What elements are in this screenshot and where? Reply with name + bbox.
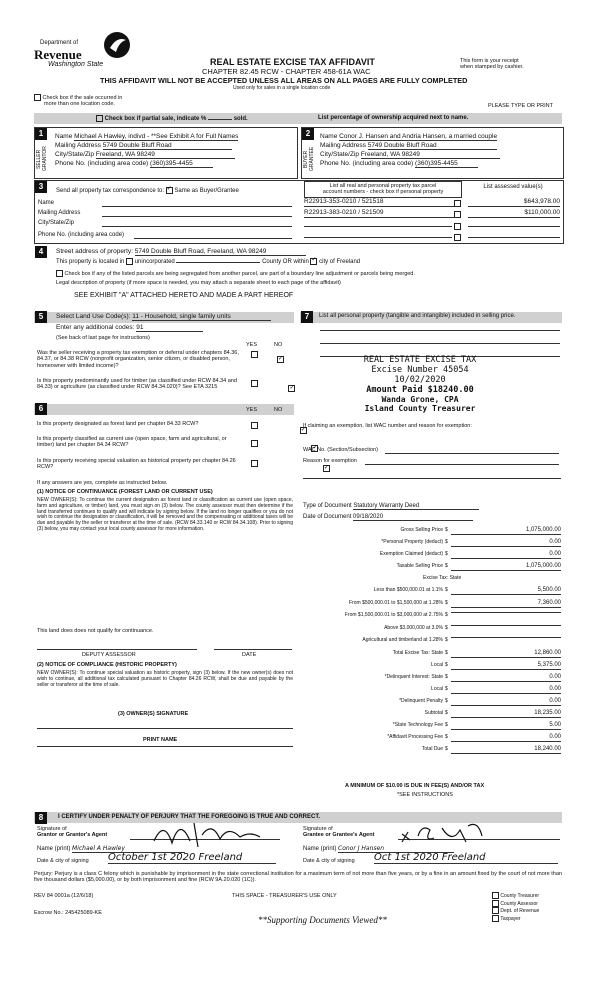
buyer-address[interactable]: 5749 Double Bluff Road <box>368 142 497 150</box>
tax-row-label: From $1,500,000.01 to $3,000,000 at 2.75% <box>344 612 443 618</box>
seller-name-label: Name <box>55 133 73 140</box>
section-4-number: 4 <box>35 246 47 258</box>
reason-label: Reason for exemption <box>303 458 357 464</box>
grantor-signature-label <box>37 826 107 839</box>
reason-field[interactable] <box>365 464 559 465</box>
located-row <box>56 258 556 266</box>
dept-label: Department of <box>40 40 79 46</box>
seller-address[interactable]: 5749 Double Bluff Road <box>103 142 232 150</box>
treasurer-stamp <box>340 355 500 413</box>
buyer-city[interactable]: Freeland, WA 98249 <box>361 151 500 159</box>
tax-row-value[interactable]: 18,235.00 <box>451 710 561 718</box>
assessor-date-line[interactable] <box>214 649 292 650</box>
copy-taxpayer-checkbox[interactable] <box>492 915 499 922</box>
stamp-line-2: Excise Number 45054 <box>371 365 469 375</box>
city-checkbox[interactable] <box>310 258 317 265</box>
segregated-label: Check box if any of the listed parcels are being segregated from another parcel, are part of a boundary line adjustment or parcels being merged. <box>64 270 415 277</box>
buyer-address-row <box>320 142 497 150</box>
tax-row-value[interactable]: 0.00 <box>451 539 561 547</box>
tax-row-label: Less than $500,000.01 at 1.1% <box>373 587 443 593</box>
parcel-number-1[interactable]: R22913-353-0210 / 521518 <box>304 198 454 207</box>
tax-row-value[interactable] <box>451 612 561 613</box>
grantee-signature-label <box>303 826 374 839</box>
unincorporated-label: unincorporated <box>134 259 175 266</box>
parcel-header-line2: account numbers - check box if personal property <box>322 189 444 196</box>
seller-phone[interactable]: (360)395-4455 <box>150 160 213 168</box>
certify-statement: I CERTIFY UNDER PENALTY OF PERJURY THAT THE FOREGOING IS TRUE AND CORRECT. <box>58 814 321 820</box>
tax-row <box>303 734 561 743</box>
tax-row <box>303 612 561 621</box>
s6-q3-no-checkbox[interactable] <box>323 465 330 472</box>
tax-row-label: From $500,000.01 to $1,500,000 at 1.28% <box>349 600 443 606</box>
s3-name-row <box>38 200 296 207</box>
treasurer-use-label: THIS SPACE - TREASURER'S USE ONLY <box>232 893 337 899</box>
tax-row-value[interactable] <box>451 625 561 626</box>
section-8-number: 8 <box>35 812 47 824</box>
legal-description-label: Legal description of property (if more space is needed, you may attach a separate sheet to each page of the affidavit) <box>56 280 341 286</box>
parcel-value-1[interactable]: $643,978.00 <box>468 198 560 207</box>
s5-q1-yes-checkbox[interactable] <box>251 351 258 358</box>
deputy-assessor-label: DEPUTY ASSESSOR <box>82 652 136 658</box>
tax-row-currency: $ <box>445 734 448 740</box>
section-5-number: 5 <box>35 311 47 323</box>
tax-row <box>303 674 561 683</box>
grantor-name-label: Name (print) <box>37 846 71 852</box>
tax-row-currency: $ <box>445 746 448 752</box>
parcel-personal-1-checkbox[interactable] <box>454 200 461 207</box>
dept-name: Revenue <box>34 47 82 62</box>
partial-sale-pct[interactable] <box>208 119 232 120</box>
print-name-label: PRINT NAME <box>143 737 178 743</box>
tax-row-currency: $ <box>445 722 448 728</box>
wac-field[interactable] <box>385 453 559 454</box>
notice-1-title: (1) NOTICE OF CONTINUANCE (FOREST LAND OR CURRENT USE) <box>37 489 213 495</box>
tax-row <box>303 686 561 695</box>
tax-row-currency: $ <box>445 527 448 533</box>
tax-row-label: Total Excise Tax: State <box>392 650 443 656</box>
s3-address-label: Mailing Address <box>38 210 81 216</box>
tax-row-label: Subtotal <box>424 710 443 716</box>
reason-field-2[interactable] <box>303 478 561 479</box>
tax-row-currency: $ <box>445 650 448 656</box>
doc-date[interactable]: 09/18/2020 <box>353 514 473 521</box>
county-or-label: County OR within <box>262 259 309 266</box>
tax-row-value[interactable]: 7,360.00 <box>451 600 561 608</box>
copy-county-treasurer-checkbox[interactable] <box>492 892 499 899</box>
excise-tax-state-label: Excise Tax: State <box>423 575 462 581</box>
tax-row-currency: $ <box>445 674 448 680</box>
tax-row-label: Agricultural and timberland at 1.28% <box>362 637 443 643</box>
s3-city-label: City/State/Zip <box>38 220 75 226</box>
seller-city[interactable]: Freeland, WA 98249 <box>96 151 235 159</box>
receipt-note-line1: This form is your receipt <box>460 58 519 64</box>
dor-logo <box>30 30 130 72</box>
tax-row-currency: $ <box>445 612 448 618</box>
see-instructions: *SEE INSTRUCTIONS <box>397 792 453 798</box>
notice-1-body: NEW OWNER(S): To continue the current designation as forest land or classification as current use (open space, farm and agriculture, or timber) land, you must sign on (3) below. The county assessor must then determine if the land transferred continues to qualify and will indicate by signing below. If the land no longer qualifies or you do not wish to continue the designation or classification, it will be removed and the compensating or additional taxes will be due and payable by the seller or transferor at the time of sale. (RCW 84.33.140 or RCW 84.34.108). Prior to signing (3) below, you may contact your local county assessor for more information. <box>37 497 293 532</box>
multi-location-checkbox[interactable] <box>34 94 41 101</box>
s3-city-field[interactable] <box>102 226 292 227</box>
s5-q1-no-checkbox[interactable] <box>277 356 284 363</box>
seller-phone-row <box>55 160 213 168</box>
seller-city-label: City/State/Zip <box>55 151 95 158</box>
additional-codes[interactable]: 91 <box>136 324 203 332</box>
additional-codes-label: Enter any additional codes: <box>56 324 135 331</box>
city-of-label: city of Freeland <box>319 259 361 266</box>
parcel-header-line1: List all real and personal property tax parcel <box>329 183 437 189</box>
tax-row-label: Local <box>431 686 443 692</box>
tax-row-label: *Personal Property (deduct) <box>381 539 443 545</box>
tax-row-value[interactable]: 5.00 <box>451 722 561 730</box>
single-location-note: Used only for sales in a single location code <box>233 85 331 91</box>
tax-row-currency: $ <box>445 600 448 606</box>
assessor-date-label: DATE <box>242 652 257 658</box>
tax-row <box>303 600 561 609</box>
perjury-notice: Perjury: Perjury is a class C felony which is punishable by imprisonment in the state correctional institution for a maximum term of not more than five years, or by a fine in an amount fixed by the court of not more than five thousand dollars ($5,000.00), or by both imprisonment and fine (RCW 9A.20.020 (1C)). <box>34 871 562 884</box>
tax-row-label: Taxable Selling Price <box>396 563 443 569</box>
grantor-signature-label-line2: Grantor or Grantor's Agent <box>37 832 108 839</box>
tax-row <box>303 746 561 755</box>
parcel-personal-4-checkbox[interactable] <box>454 234 461 241</box>
stamp-line-5: Wanda Grone, CPA <box>381 395 459 404</box>
grantor-signature <box>150 815 270 849</box>
same-as-buyer-label: Same as Buyer/Grantee <box>174 188 239 195</box>
stamp-line-3: 10/02/2020 <box>394 375 446 385</box>
grantor-name[interactable]: Michael A Hawley <box>72 845 185 853</box>
tax-row <box>303 587 561 596</box>
s6-question-3: Is this property receiving special valuation as historical property per chapter 84.26 RCW? <box>37 458 236 471</box>
s5-question-2: Is this property predominantly used for timber (as classified under RCW 84.34 and 84.33) or agriculture (as classified under RCW 84.34.020)? See ETA 3215 <box>37 378 237 391</box>
parcel-personal-3-checkbox[interactable] <box>454 223 461 230</box>
copy-dept-revenue <box>492 907 539 915</box>
copy-county-assessor-label: County Assessor <box>500 900 538 907</box>
tax-row-label: *Affidavit Processing Fee <box>387 734 443 740</box>
tax-row-currency: $ <box>445 625 448 631</box>
buyer-name-label: Name <box>320 133 338 140</box>
form-revision: REV 84 0001a (12/6/18) <box>34 893 94 899</box>
tax-row-currency: $ <box>445 710 448 716</box>
tax-row <box>303 722 561 731</box>
tax-row <box>303 625 561 634</box>
list-percentage-note: List percentage of ownership acquired next to name. <box>318 115 469 121</box>
copy-distribution <box>492 892 539 922</box>
same-as-buyer-checkbox[interactable] <box>166 187 173 194</box>
dor-logo-mark <box>102 30 132 60</box>
doc-type-row <box>303 503 479 510</box>
parcel-value-2[interactable]: $110,000.00 <box>468 209 560 218</box>
tax-row-value[interactable]: 0.00 <box>451 551 561 559</box>
wac-row <box>303 447 561 453</box>
tax-row <box>303 650 561 659</box>
escrow-number: Escrow No.: 245425089-KE <box>34 910 102 916</box>
copy-dept-revenue-checkbox[interactable] <box>492 907 499 914</box>
tax-row-value[interactable]: 1,075,000.00 <box>451 527 561 535</box>
s6-q3-yes-checkbox[interactable] <box>251 460 258 467</box>
parcel-value-4[interactable] <box>468 237 560 238</box>
parcel-header <box>304 181 462 198</box>
deputy-assessor-line[interactable] <box>37 649 197 650</box>
copy-county-assessor-checkbox[interactable] <box>492 900 499 907</box>
doc-type[interactable]: Statutory Warranty Deed <box>353 503 479 510</box>
seller-phone-label: Phone No. (including area code) <box>55 160 149 167</box>
s6-q1-yes-checkbox[interactable] <box>251 422 258 429</box>
s5-q2-yes-checkbox[interactable] <box>251 380 258 387</box>
personal-property-line-2[interactable] <box>320 343 560 344</box>
tax-row-currency: $ <box>445 637 448 643</box>
grantee-name-label: Name (print) <box>303 846 337 852</box>
grantee-date-label: Date & city of signing <box>303 858 355 864</box>
seller-address-row <box>55 142 232 150</box>
tax-row-label: *Delinquent Penalty <box>399 698 443 704</box>
tax-row-value[interactable]: 1,075,000.00 <box>451 563 561 571</box>
segregated-row <box>56 270 561 277</box>
s6-q2-yes-checkbox[interactable] <box>251 440 258 447</box>
parcel-value-3[interactable] <box>468 226 560 227</box>
tax-row <box>303 710 561 719</box>
exemption-label: If claiming an exemption, list WAC number and reason for exemption: <box>303 423 472 429</box>
s6-no-header: NO <box>274 407 283 413</box>
land-use-row <box>56 313 271 321</box>
copy-county-treasurer-label: County Treasurer <box>500 892 540 899</box>
dept-state: Washington State <box>48 61 104 68</box>
street-address[interactable]: 5749 Double Bluff Road, Freeland, WA 98249 <box>135 248 307 256</box>
form-title: REAL ESTATE EXCISE TAX AFFIDAVIT <box>210 57 375 67</box>
reason-row <box>303 458 561 464</box>
grantee-date-city[interactable]: Oct 1st 2020 Freeland <box>374 852 558 864</box>
buyer-address-label: Mailing Address <box>320 142 366 149</box>
tax-row-currency: $ <box>445 551 448 557</box>
stamp-line-1: REAL ESTATE EXCISE TAX <box>363 355 477 365</box>
parcel-personal-2-checkbox[interactable] <box>454 211 461 218</box>
seller-side-label: SELLER GRANTOR <box>36 146 48 172</box>
seller-name-row <box>55 133 293 141</box>
notice-2-title: (2) NOTICE OF COMPLIANCE (HISTORIC PROPERTY) <box>37 662 177 668</box>
tax-row-label: *State Technology Fee <box>392 722 443 728</box>
s5-no-header: NO <box>274 342 283 348</box>
section-3-number: 3 <box>35 181 47 193</box>
s3-name-field[interactable] <box>102 206 292 207</box>
tax-row <box>303 539 561 548</box>
street-label: Street address of property: <box>56 248 133 255</box>
grantor-date-city[interactable]: October 1st 2020 Freeland <box>108 852 276 864</box>
seller-address-label: Mailing Address <box>55 142 101 149</box>
personal-property-label: List all personal property (tangible and intangible) included in selling price. <box>319 313 516 319</box>
tax-row-value[interactable]: 12,860.00 <box>451 650 561 658</box>
supporting-documents-stamp: **Supporting Documents Viewed** <box>258 915 387 925</box>
s6-yes-header: YES <box>246 407 258 413</box>
unincorporated-checkbox[interactable] <box>126 258 133 265</box>
assessed-header: List assessed value(s) <box>483 184 543 190</box>
buyer-name-row <box>320 133 560 141</box>
partial-sale-label: Check box if partial sale, indicate % <box>104 116 207 123</box>
buyer-phone-label: Phone No. (including area code) <box>320 160 414 167</box>
send-correspondence-label: Send all property tax correspondence to: <box>56 188 165 195</box>
s3-city-row <box>38 220 296 227</box>
qualify-note: This land does does not qualify for continuance. <box>37 628 154 634</box>
if-yes-note: If any answers are yes, complete as instructed below. <box>37 480 168 486</box>
county-field[interactable] <box>176 262 260 263</box>
s3-address-field[interactable] <box>102 216 292 217</box>
parcel-number-4[interactable] <box>304 237 452 238</box>
seller-city-row <box>55 151 235 159</box>
s6-question-2: Is this property classified as current use (open space, farm and agricultural, or timber) land per chapter 84.34 RCW? <box>37 436 227 449</box>
section-1-number: 1 <box>35 128 47 140</box>
tax-row <box>303 563 561 572</box>
tax-row-label: Total Due <box>421 746 443 752</box>
notice-2-body: NEW OWNER(S): To continue special valuation as historic property, sign (3) below. If the new owner(s) does not wish to continue, all additional tax calculated pursuant to Chapter 84.26 RCW, shall be due and payable by the seller or transferor at the time of sale. <box>37 670 293 688</box>
tax-row <box>303 527 561 536</box>
copy-taxpayer <box>492 915 539 923</box>
land-use-label: Select Land Use Code(s): <box>56 313 131 320</box>
s5-question-1: Was the seller receiving a property tax exemption or deferral under chapters 84.36, 84.37, or 84.38 RCW (nonprofit organization, senior citizen, or disabled person, homeowner with limited income)? <box>37 350 239 369</box>
tax-row-currency: $ <box>445 686 448 692</box>
doc-type-label: Type of Document <box>303 503 352 509</box>
tax-row-value[interactable]: 0.00 <box>451 734 561 742</box>
multi-location <box>34 94 122 108</box>
tax-row-value[interactable]: 0.00 <box>451 686 561 694</box>
grantor-date-label: Date & city of signing <box>37 858 89 864</box>
land-use-code[interactable]: 11 - Household, single family units <box>132 313 271 321</box>
multi-location-label: Check box if the sale occurred in <box>42 94 123 101</box>
street-row <box>56 248 306 256</box>
buyer-city-label: City/State/Zip <box>320 151 360 158</box>
s3-phone-label: Phone No. (including area code) <box>38 232 125 238</box>
grantor-signature-label-line1: Signature of <box>37 826 67 832</box>
owner-signature-line[interactable] <box>37 728 293 729</box>
receipt-note <box>460 58 524 71</box>
tax-row-label: Gross Selling Price <box>400 527 443 533</box>
buyer-side-label: BUYER GRANTEE <box>303 146 315 172</box>
section-2-number: 2 <box>302 128 314 140</box>
tax-row-label: Exemption Claimed (deduct) <box>379 551 443 557</box>
s3-phone-row <box>38 232 296 239</box>
legal-description[interactable]: SEE EXHIBIT "A" ATTACHED HERETO AND MADE A PART HEREOF <box>74 292 294 299</box>
additional-codes-row <box>56 324 203 332</box>
doc-date-row <box>303 514 473 521</box>
form-chapter: CHAPTER 82.45 RCW - CHAPTER 458-61A WAC <box>202 67 371 76</box>
tax-row-currency: $ <box>445 563 448 569</box>
s5-q2-no-checkbox[interactable] <box>288 385 295 392</box>
tax-row <box>303 662 561 671</box>
grantee-signature <box>398 818 498 846</box>
buyer-name[interactable]: Conor J. Hansen and Andria Hansen, a married couple <box>339 133 498 140</box>
copy-dept-revenue-label: Dept. of Revenue <box>500 907 540 914</box>
copy-taxpayer-label: Taxpayer <box>500 915 521 922</box>
s3-name-label: Name <box>38 200 55 206</box>
tax-row-label: *Delinquent Interest: State <box>384 674 443 680</box>
stamp-line-6: Island County Treasurer <box>364 404 476 413</box>
copy-county-treasurer <box>492 892 539 900</box>
personal-property-line-1[interactable] <box>320 330 560 331</box>
see-back: (See back of last page for instructions) <box>56 335 150 341</box>
tax-row-value[interactable]: 5,375.00 <box>451 662 561 670</box>
wac-label: WAC No. (Section/Subsection) <box>303 447 378 453</box>
segregated-checkbox[interactable] <box>56 270 63 277</box>
s3-phone-field[interactable] <box>134 238 292 239</box>
buyer-phone[interactable]: (360)395-4455 <box>415 160 478 168</box>
tax-row-value[interactable]: 0.00 <box>451 698 561 706</box>
s6-question-1: Is this property designated as forest land per chapter 84.33 RCW? <box>37 421 199 427</box>
partial-sale-checkbox[interactable] <box>96 115 103 122</box>
minimum-due-note: A MINIMUM OF $10.00 IS DUE IN FEE(S) AND/OR TAX <box>345 783 485 789</box>
tax-row <box>303 637 561 646</box>
section-6-number: 6 <box>35 403 47 415</box>
grantee-signature-label-line2: Grantee or Grantee's Agent <box>303 832 375 839</box>
send-correspondence <box>56 187 239 195</box>
buyer-phone-row <box>320 160 478 168</box>
partial-sale-sold: sold. <box>233 116 248 123</box>
multi-location-label2: more than one location code. <box>44 101 115 108</box>
receipt-note-line2: when stamped by cashier. <box>460 64 524 71</box>
tax-row <box>303 551 561 560</box>
doc-date-label: Date of Document <box>303 514 352 520</box>
grantee-signature-label-line1: Signature of <box>303 826 333 832</box>
owner-signature-label: (3) OWNER(S) SIGNATURE <box>118 711 189 717</box>
located-label: This property is located in <box>56 259 125 266</box>
s3-address-row <box>38 210 296 217</box>
tax-row-currency: $ <box>445 587 448 593</box>
tax-row-value[interactable]: 5,500.00 <box>451 587 561 595</box>
stamp-line-4: Amount Paid $18240.00 <box>366 385 474 395</box>
tax-row-currency: $ <box>445 698 448 704</box>
please-type: PLEASE TYPE OR PRINT <box>488 103 554 109</box>
tax-row-label: Local <box>431 662 443 668</box>
tax-row-label: Above $3,000,000 at 3.0% <box>384 625 443 631</box>
tax-row-value[interactable]: 0.00 <box>451 674 561 682</box>
tax-row-value[interactable] <box>451 637 561 638</box>
tax-row <box>303 698 561 707</box>
form-warning: THIS AFFIDAVIT WILL NOT BE ACCEPTED UNLESS ALL AREAS ON ALL PAGES ARE FULLY COMPLETED <box>100 76 468 85</box>
tax-row-value[interactable]: 18,240.00 <box>451 746 561 754</box>
tax-row-currency: $ <box>445 662 448 668</box>
print-name-line[interactable] <box>37 746 293 747</box>
seller-name[interactable]: Michael A Hawley, indivd - **See Exhibit A for Full Names <box>74 133 239 140</box>
copy-county-assessor <box>492 900 539 908</box>
partial-sale <box>96 115 248 123</box>
buyer-city-row <box>320 151 500 159</box>
parcel-number-2[interactable]: R22913-383-0210 / 521509 <box>304 209 454 218</box>
s5-yes-header: YES <box>246 342 258 348</box>
section-7-number: 7 <box>301 311 313 323</box>
parcel-number-3[interactable] <box>304 226 452 227</box>
tax-row-currency: $ <box>445 539 448 545</box>
grantee-name[interactable]: Conor J Hansen <box>338 845 454 853</box>
